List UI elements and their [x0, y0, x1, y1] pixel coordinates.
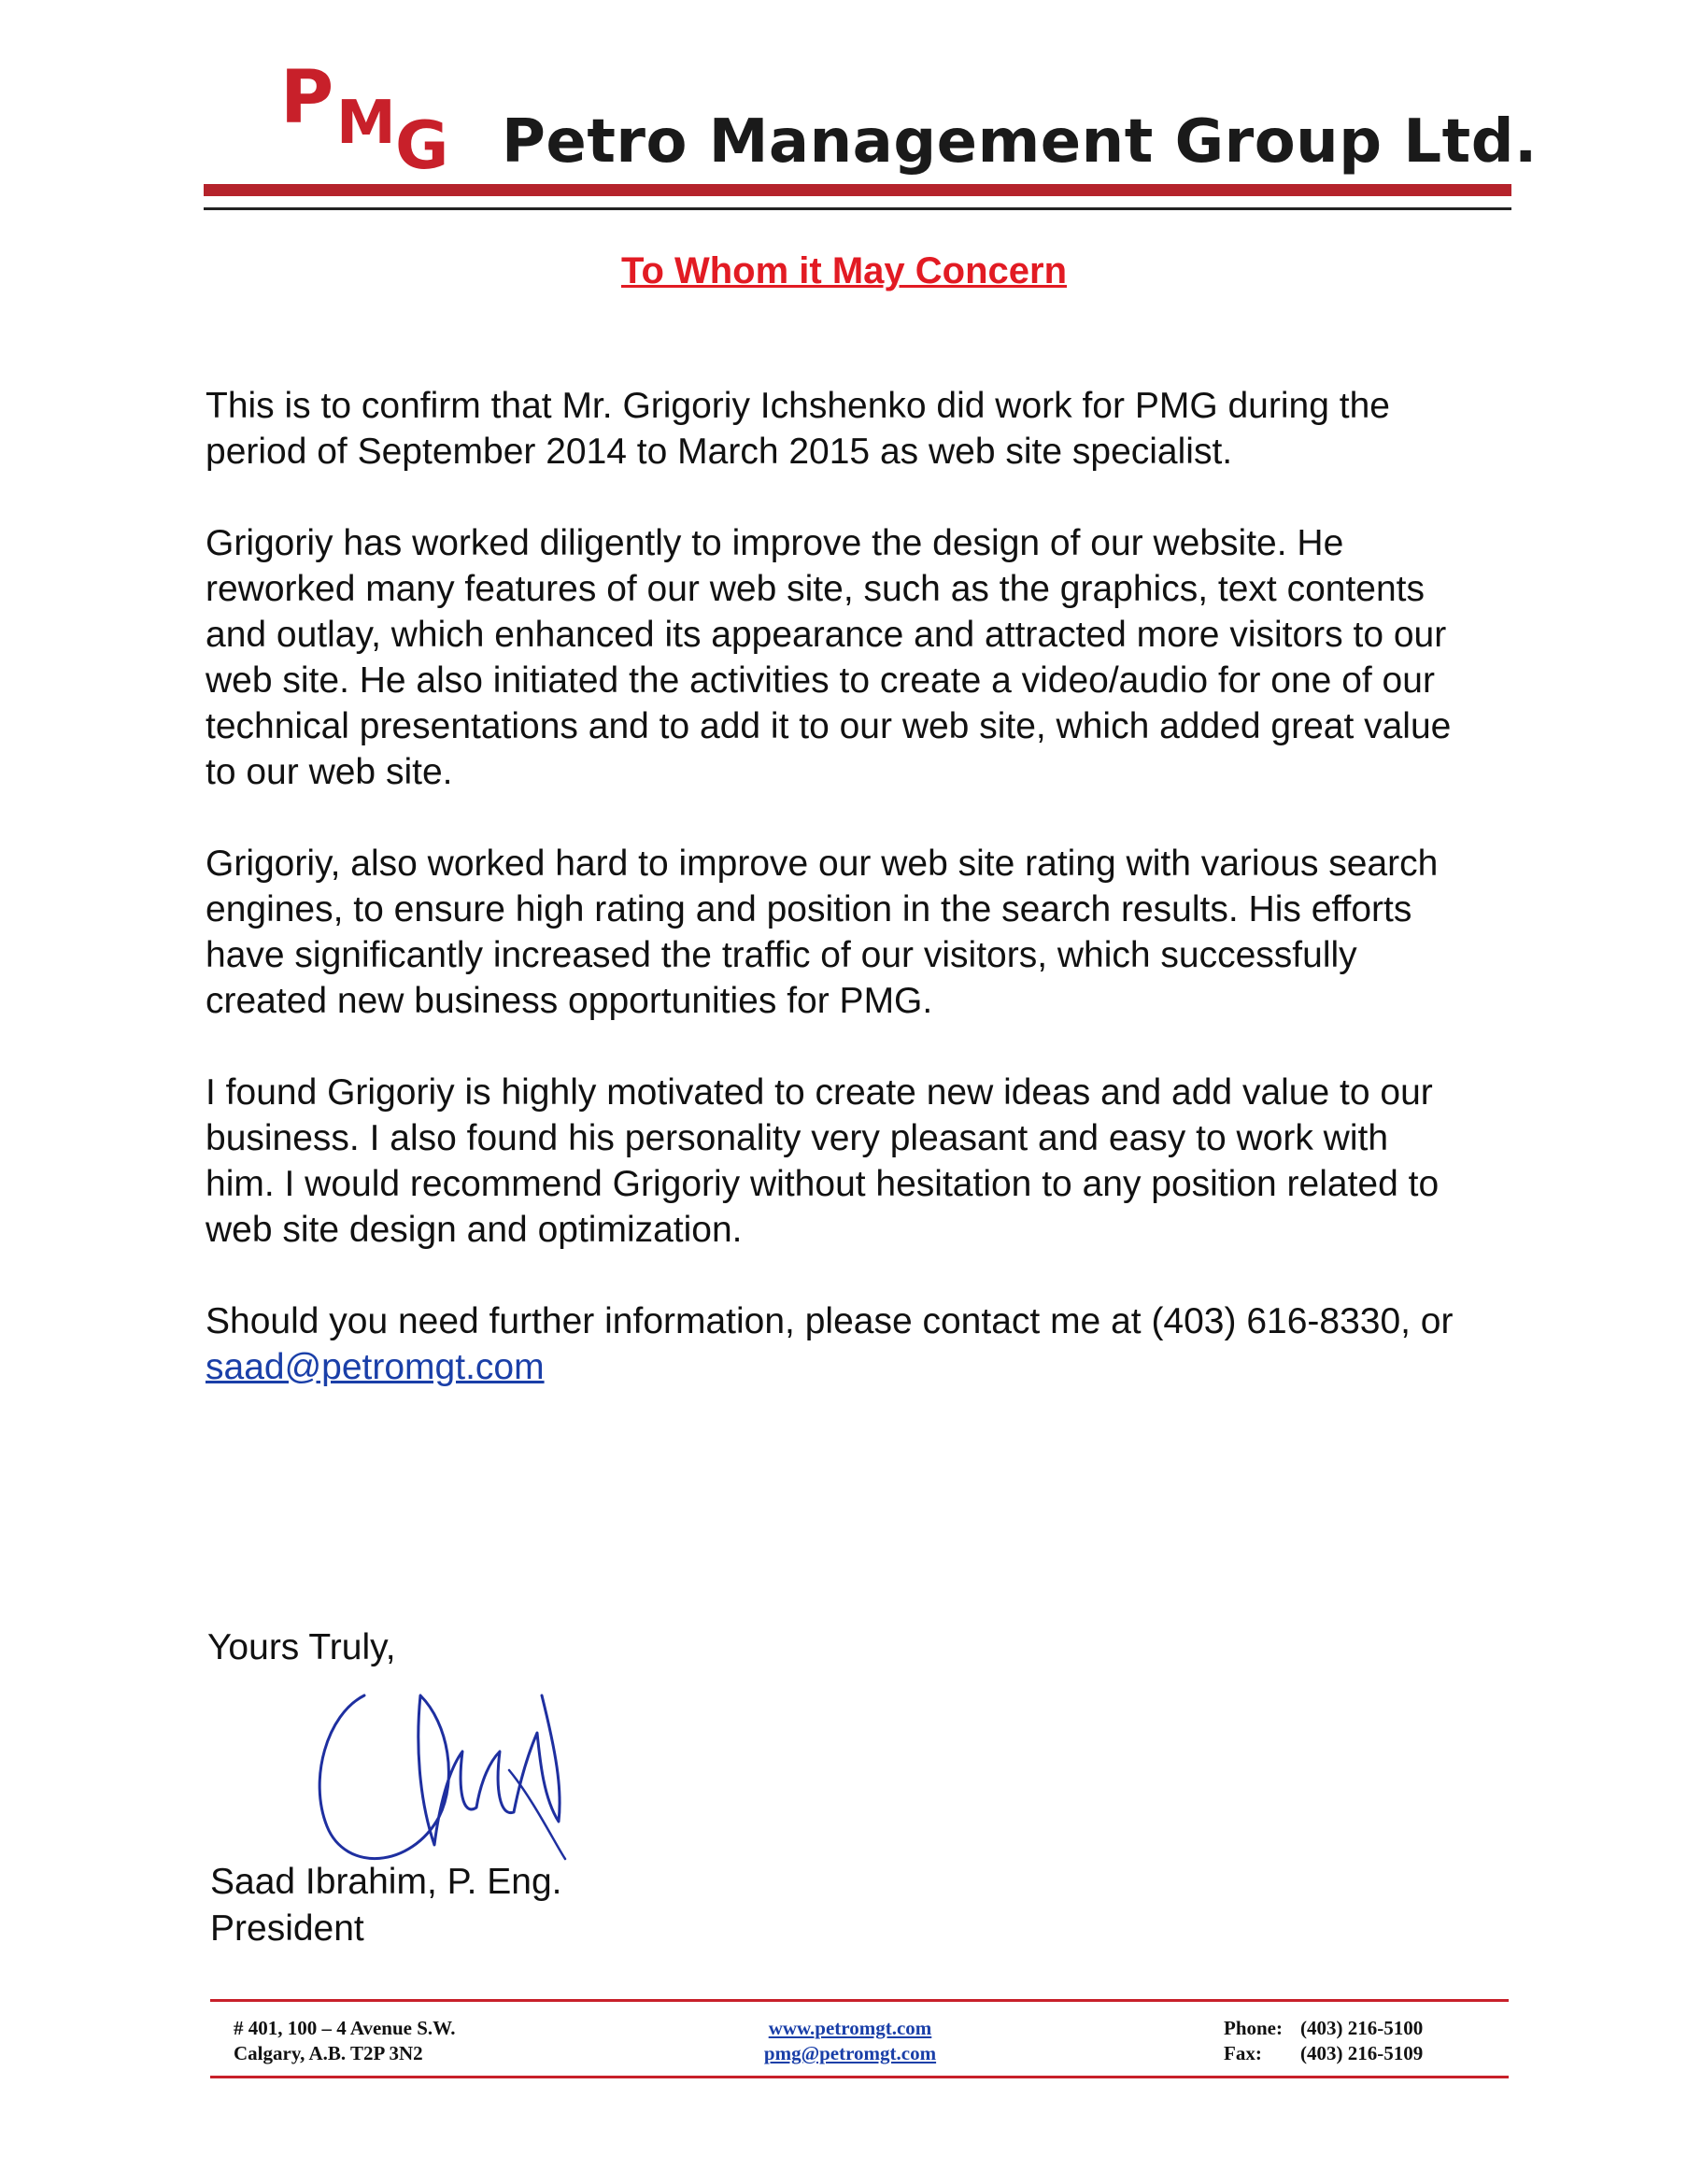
paragraph-recommendation: I found Grigoriy is highly motivated to create new ideas and add value to our business. I also found his personality very pleasant and easy to work with him. I would recommend Grigoriy without hesitation to any position related to web site design and optimization. — [206, 1072, 1440, 1250]
logo-letter-p: P — [280, 56, 333, 140]
footer-phone-label: Phone: — [1224, 2017, 1283, 2039]
logo-letter-g: G — [395, 107, 449, 184]
paragraph-employment: This is to confirm that Mr. Grigoriy Ichshenko did work for PMG during the period of September 2014 to March 2015 as web site specialist. — [206, 386, 1390, 472]
footer-address-line1: # 401, 100 – 4 Avenue S.W. — [234, 2017, 456, 2039]
signer-block — [210, 1859, 562, 1952]
paragraph-website-work: Grigoriy has worked diligently to improve the design of our website. He reworked many features of our web site, such as the graphics, text contents and outlay, which enhanced its appearance and attracted more visitors to our web site. He also initiated the activities to create a video/audio for one of our technical presentations and to add it to our web site, which added great value to our web site. — [206, 523, 1452, 792]
footer-website-link[interactable]: www.petromgt.com — [768, 2017, 932, 2039]
footer-address-line2: Calgary, A.B. T2P 3N2 — [234, 2042, 423, 2064]
signer-name: Saad Ibrahim, P. Eng. — [210, 1862, 562, 1902]
footer-fax-row — [1224, 2041, 1423, 2066]
footer-phone-number: (403) 216-5100 — [1300, 2017, 1424, 2039]
footer-rule-top — [210, 1999, 1509, 2002]
footer-email-link[interactable]: pmg@petromgt.com — [763, 2042, 937, 2064]
header-rule-thin — [204, 207, 1511, 210]
letterhead — [201, 51, 1538, 184]
footer-address — [234, 2016, 455, 2066]
closing: Yours Truly, — [207, 1627, 396, 1667]
footer-phone-fax — [1224, 2016, 1423, 2066]
salutation-text: To Whom it May Concern — [620, 250, 1068, 291]
contact-email-link[interactable]: saad@petromgt.com — [206, 1347, 545, 1387]
footer-phone-row — [1224, 2016, 1423, 2041]
contact-text: Should you need further information, please contact me at (403) 616-8330, or — [206, 1301, 1454, 1341]
paragraph-contact — [206, 1298, 1457, 1390]
footer-links — [710, 2016, 990, 2066]
footer-fax-number: (403) 216-5109 — [1300, 2042, 1424, 2064]
salutation-heading — [0, 250, 1688, 292]
footer-rule-bottom — [210, 2076, 1509, 2078]
signer-title: President — [210, 1908, 364, 1949]
company-name: Petro Management Group Ltd. — [502, 107, 1538, 177]
paragraph-search-rating: Grigoriy, also worked hard to improve our web site rating with various search engines, to ensure high rating and position in the search results. His efforts have significantly increased the traffic of our visitors, which successfully created new business opportunities for PMG. — [206, 844, 1439, 1021]
header-rule-red — [204, 184, 1511, 196]
letter-body — [206, 383, 1457, 1436]
footer-fax-label: Fax: — [1224, 2042, 1262, 2064]
logo-letter-m: M — [336, 89, 396, 158]
signature-image — [308, 1658, 607, 1882]
